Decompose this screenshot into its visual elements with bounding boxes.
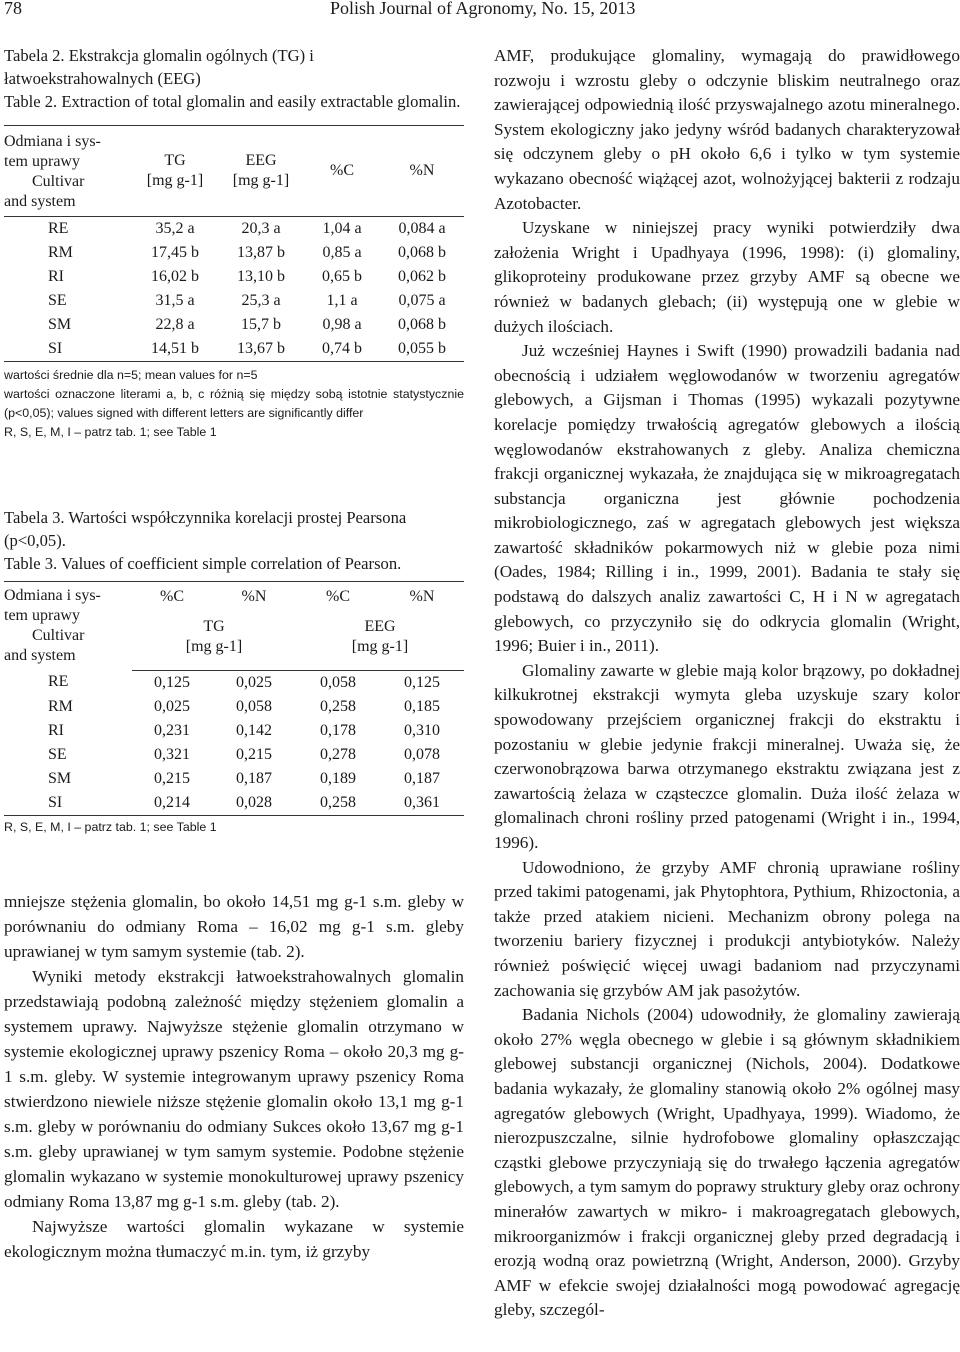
table-cell: RI xyxy=(48,268,64,285)
table-cell: 22,8 a xyxy=(155,316,195,333)
table-cell: RM xyxy=(48,697,73,715)
header-line: TG xyxy=(164,152,186,169)
header-line: Cultivar xyxy=(32,627,85,644)
table-cell: 0,214 xyxy=(132,791,212,816)
table-cell: SI xyxy=(4,791,132,816)
table2-caption-pl: Tabela 2. Ekstrakcja glomalin ogólnych (TG) i łatwoekstrahowalnych (EEG) xyxy=(4,46,314,88)
table-cell: 0,258 xyxy=(320,697,356,715)
table-cell: 0,058 xyxy=(320,673,356,691)
right-paragraph-3: Już wcześniej Haynes i Swift (1990) prowadzili badania nad obecnością i udziałem węglowodanów w tworzeniu agregatów glebowych, a Gijsman i Thomas (1995) wykazali pozytywne korelacje pomiędzy trwałością agregatów glebowych a ilością węglowodanów ekstrahowanych z gleby. Analiza chemiczna frakcji organicznej wykazała, że znajdująca się w mikroagregatach substancja organiczna jest głównie pochodzenia mikrobiologicznego, zaś w agregatach glebowych jest większa zawartość składników pokarmowych niż w glebie poza nimi (Oades, 1984; Rilling i in., 1999, 2001). Badania te stały się podstawą do dalszych analiz zawartości C, H i N w agregatach glebowych, co przyczyniło się do odkrycia glomalin (Wright, 1996; Buier i in., 2011). xyxy=(494,341,960,656)
table2-header-c: %C xyxy=(304,126,380,217)
table-cell: 0,74 b xyxy=(304,337,380,362)
table-cell: 0,215 xyxy=(236,745,272,763)
table-cell: SE xyxy=(48,745,67,763)
table3-header-n2: %N xyxy=(409,588,435,606)
table-cell: 0,187 xyxy=(404,769,440,787)
table-cell: 31,5 a xyxy=(155,292,195,309)
table3-header-eeg xyxy=(296,610,464,670)
table-row xyxy=(4,217,464,242)
table-cell: 0,65 b xyxy=(322,268,362,285)
table-cell: 0,025 xyxy=(154,697,190,715)
table-cell: 14,51 b xyxy=(132,337,218,362)
table-row xyxy=(4,337,464,362)
table-cell: SM xyxy=(48,769,72,787)
table-cell: 0,055 b xyxy=(380,337,464,362)
table-cell: 0,98 a xyxy=(322,316,362,333)
table-cell: 0,361 xyxy=(380,791,464,816)
left-paragraph-3: Najwyższe wartości glomalin wykazane w systemie ekologicznym można tłumaczyć m.in. tym, iż grzyby xyxy=(4,1216,464,1261)
table-cell: 0,185 xyxy=(404,697,440,715)
table-row xyxy=(4,241,464,265)
table-row xyxy=(4,791,464,816)
table-cell: 0,178 xyxy=(320,721,356,739)
table-row xyxy=(4,743,464,767)
table-cell: 0,142 xyxy=(236,721,272,739)
header-line: Odmiana i sys- xyxy=(4,587,101,604)
table2-header-tg xyxy=(132,126,218,217)
page-header xyxy=(0,0,960,30)
right-paragraph-5: Udowodniono, że grzyby AMF chronią uprawiane rośliny przed takimi patogenami, jak Phytophtora, Pythium, Rhizoctonia, a także przed atakiem nicieni. Mechanizm obrony polega na tworzeniu bariery fizycznej i produkcji antybiotyków. Należy również poświęcić więcej uwagi badaniom nad przyczynami zachowania się grzybów AM jak pasożytów. xyxy=(494,857,960,1000)
table2 xyxy=(4,125,464,362)
right-column xyxy=(494,44,960,1323)
table-cell: SE xyxy=(48,292,67,309)
table-cell: 0,231 xyxy=(154,721,190,739)
header-line: and system xyxy=(4,193,76,210)
table3-header-cultivar xyxy=(4,582,132,671)
table-cell: 13,10 b xyxy=(237,268,285,285)
table-cell: 25,3 a xyxy=(241,292,281,309)
table-cell: 0,025 xyxy=(236,673,272,691)
header-line: EEG xyxy=(245,152,277,169)
left-paragraph-1: mniejsze stężenia glomalin, bo około 14,51 mg g-1 s.m. gleby w porównaniu do odmiany Roma – 16,02 mg g-1 s.m. gleby uprawianej w tym samym systemie (tab. 2). xyxy=(4,891,464,961)
table-cell: 1,04 a xyxy=(322,220,362,237)
table2-note-mean: wartości średnie dla n=5; mean values for n=5 xyxy=(4,368,258,382)
table3-note: R, S, E, M, I – patrz tab. 1; see Table 1 xyxy=(4,819,217,834)
table-cell: 0,062 b xyxy=(398,268,446,285)
journal-title: Polish Journal of Agronomy, No. 15, 2013 xyxy=(330,0,636,18)
table-cell: 0,278 xyxy=(320,745,356,763)
table-cell: 0,125 xyxy=(404,673,440,691)
right-paragraph-2: Uzyskane w niniejszej pracy wyniki potwierdziły dwa założenia Wright i Upadhyaya (1996, 1998): (i) glomaliny, glikoproteiny produkowane przez grzyby AMF są obecne we również w badanych glebach; (ii) występują one w glebie w dużych ilościach. xyxy=(494,218,960,336)
table3-header-n1: %N xyxy=(241,588,267,606)
table2-note-codes: R, S, E, M, I – patrz tab. 1; see Table 1 xyxy=(4,425,217,439)
table-cell: 17,45 b xyxy=(151,244,199,261)
table3-header-c2: %C xyxy=(326,588,350,606)
header-line: [mg g-1] xyxy=(351,637,409,655)
table-cell: 0,310 xyxy=(404,721,440,739)
table-cell: 0,215 xyxy=(154,769,190,787)
table-cell: 0,125 xyxy=(154,673,190,691)
right-paragraph-6: Badania Nichols (2004) udowodniły, że glomaliny zawierają około 27% węgla obecnego w glebie i są głównym składnikiem glebowej substancji organicznej (Nichols, 2004). Dodatkowe badania wykazały, że glomaliny stanowią około 2% ogólnej masy agregatów glebowych (Wright, Upadhyaya, 1999). Wiadomo, że nierozpuszczalne, silnie hydrofobowe glomaliny opłaszczając cząstki glebowe przyczyniają się do trwałego łączenia agregatów glebowych, a tym samym do poprawy struktury gleby oraz ochrony minerałów zawartych w mikro- i makroagregatach glebowych, mikroorganizmów i frakcji organicznej gleby przed degradacją i erozją wodną oraz powietrzną (Wright, Anderson, 2000). Grzyby AMF w efekcie swojej działalności mogą powodować agregację gleby, szczegól- xyxy=(494,1005,960,1320)
table-cell: 35,2 a xyxy=(155,220,195,237)
table2-header-eeg xyxy=(218,126,304,217)
table-cell: 0,028 xyxy=(212,791,296,816)
table-cell: 0,075 a xyxy=(398,292,446,309)
table-cell: 0,084 a xyxy=(398,220,446,237)
header-line: Cultivar xyxy=(32,173,85,190)
header-line: [mg g-1] xyxy=(232,172,290,189)
table-cell: 13,87 b xyxy=(237,244,285,261)
table-cell: 13,67 b xyxy=(218,337,304,362)
table-cell: 0,85 a xyxy=(322,244,362,261)
table-cell: RE xyxy=(48,220,69,237)
header-line: tem uprawy xyxy=(4,153,80,170)
page-number: 78 xyxy=(4,0,22,18)
table-cell: RI xyxy=(48,721,64,739)
table3-header-tg xyxy=(132,610,296,670)
table-cell: 0,068 b xyxy=(398,244,446,261)
table2-header-cultivar xyxy=(4,126,132,217)
table-cell: 0,321 xyxy=(154,745,190,763)
left-column xyxy=(4,44,464,1264)
table-cell: SM xyxy=(48,316,72,333)
table-cell: 16,02 b xyxy=(151,268,199,285)
table-cell: RE xyxy=(48,673,69,691)
table-cell: 20,3 a xyxy=(241,220,281,237)
table-row xyxy=(4,670,464,695)
table-cell: 1,1 a xyxy=(326,292,358,309)
table2-header-n: %N xyxy=(380,126,464,217)
header-line: [mg g-1] xyxy=(146,172,204,189)
table-row xyxy=(4,265,464,289)
table-row xyxy=(4,719,464,743)
header-line: and system xyxy=(4,647,76,664)
table-cell: 15,7 b xyxy=(241,316,281,333)
header-line: [mg g-1] xyxy=(185,637,243,655)
table-row xyxy=(4,767,464,791)
right-paragraph-1: AMF, produkujące glomaliny, wymagają do prawidłowego rozwoju i wzrostu gleby o odczynie bliskim neutralnego oraz zawierającej odpowiednią ilość przyswajalnego azotu mineralnego. System ekologiczny jako jedyny wśród badanych charakteryzował się odczynem gleby o pH około 6,6 i tylko w tym systemie wykazano obecność wiążącej azot, wolnożyjącej bakterii z rodzaju Azotobacter. xyxy=(494,46,960,213)
header-line: EEG xyxy=(364,617,396,635)
header-line: TG xyxy=(203,617,225,635)
table-cell: 0,068 b xyxy=(398,316,446,333)
table-cell: 0,078 xyxy=(404,745,440,763)
table3-caption-en: Table 3. Values of coefficient simple correlation of Pearson. xyxy=(4,554,402,573)
table-cell: SI xyxy=(4,337,132,362)
table-cell: 0,187 xyxy=(236,769,272,787)
table-cell: 0,058 xyxy=(236,697,272,715)
table2-caption-en: Table 2. Extraction of total glomalin and easily extractable glomalin. xyxy=(4,92,461,111)
table-row xyxy=(4,695,464,719)
table3-caption-pl: Tabela 3. Wartości współczynnika korelacji prostej Pearsona (p<0,05). xyxy=(4,508,407,550)
right-paragraph-4: Glomaliny zawarte w glebie mają kolor brązowy, po dokładnej kilkukrotnej ekstrakcji wymyta gleba uzyskuje szary kolor spowodowany przejściem organicznej frakcji do ekstraktu i pozostaniu w glebie jedynie frakcji mineralnej. Uważa się, że czerwonobrązowa barwa otrzymanego ekstraktu związana jest z zawartością żelaza w cząsteczce glomalin. Duża ilość żelaza w glomalinach chroni rośliny przed patogenami (Wright i in., 1994, 1996). xyxy=(494,660,960,852)
table-cell: RM xyxy=(48,244,73,261)
table-cell: 0,189 xyxy=(320,769,356,787)
header-line: Odmiana i sys- xyxy=(4,133,101,150)
left-paragraph-2: Wyniki metody ekstrakcji łatwoekstrahowalnych glomalin przedstawiają podobną zależność między stężeniem glomalin a systemem uprawy. Najwyższe stężenie glomalin otrzymano w systemie ekologicznej uprawy pszenicy Roma – około 20,3 mg g-1 s.m. gleby. W systemie integrowanym uprawy pszenicy Roma stwierdzono niewiele niższe stężenie glomalin około 13,1 mg g-1 s.m. gleby w porównaniu do odmiany Sukces około 13,67 mg g-1 s.m. gleby uprawianej w tym samym systemie. Podobne stężenie glomalin wykazano w systemie monokulturowej uprawy pszenicy odmiany Roma 13,87 mg g-1 s.m. gleby (tab. 2). xyxy=(4,966,464,1211)
table-row xyxy=(4,313,464,337)
header-line: tem uprawy xyxy=(4,607,80,624)
table3-header-c1: %C xyxy=(160,588,184,606)
table-cell: 0,258 xyxy=(296,791,380,816)
table2-note-letters: wartości oznaczone literami a, b, c różnią się między sobą istotnie statystycznie (p<0,05); values signed with different letters are significantly differ xyxy=(4,387,464,420)
table3 xyxy=(4,581,464,816)
table-row xyxy=(4,289,464,313)
